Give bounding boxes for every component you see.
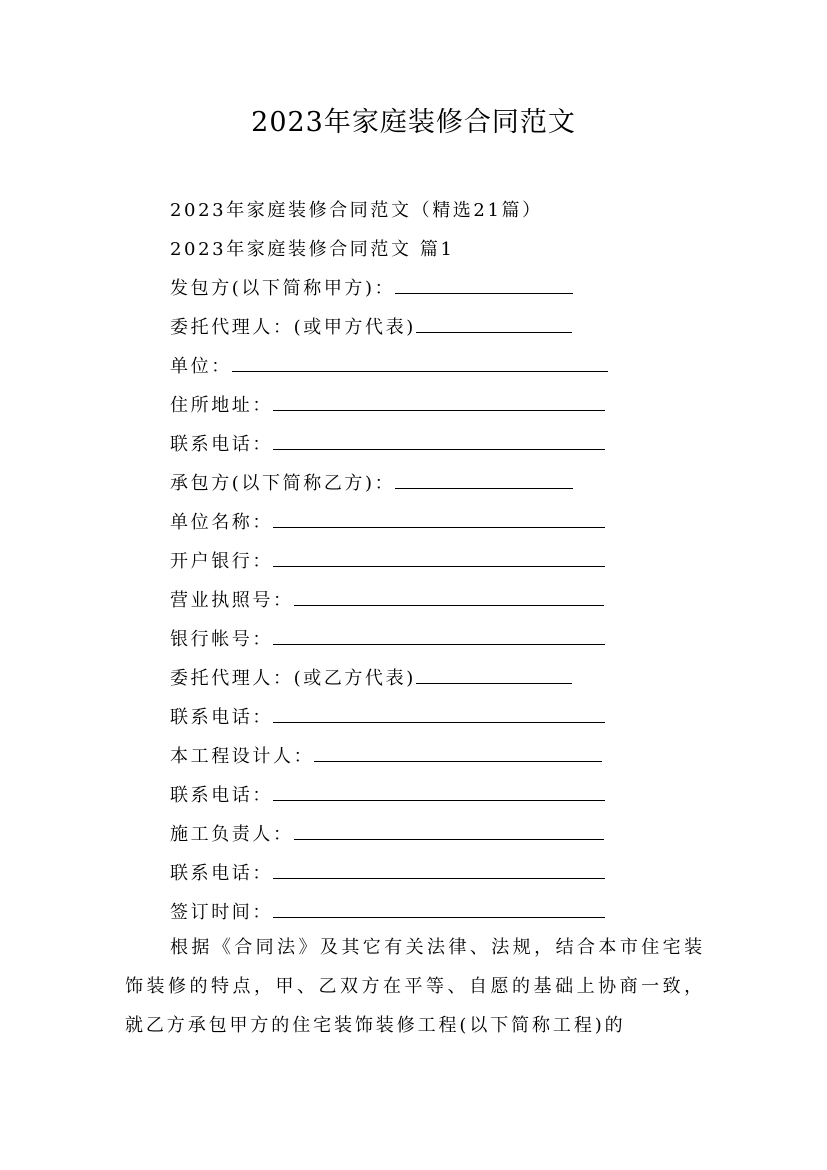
- field-designer-phone: [125, 776, 725, 815]
- field-label: 营业执照号：: [170, 590, 294, 611]
- field-label: 本工程设计人：: [170, 746, 315, 767]
- fill-in-blank: [314, 749, 602, 762]
- field-employer-unit: [125, 347, 725, 386]
- body-paragraph: 根据《合同法》及其它有关法律、法规，结合本市住宅装饰装修的特点，甲、乙双方在平等、自愿的基础上协商一致，就乙方承包甲方的住宅装饰装修工程(以下简称工程)的: [125, 937, 705, 1036]
- section-heading-text: 2023年家庭装修合同范文 篇1: [170, 239, 455, 260]
- fill-in-blank: [273, 515, 605, 528]
- field-employer-phone: [125, 425, 725, 464]
- fill-in-blank: [273, 632, 605, 645]
- fill-in-blank: [273, 437, 605, 450]
- field-label: 委托代理人：(或乙方代表): [170, 668, 416, 689]
- field-label: 承包方(以下简称乙方)：: [170, 473, 396, 494]
- field-employer: [125, 269, 725, 308]
- field-contractor-account: [125, 620, 725, 659]
- fill-in-blank: [273, 710, 605, 723]
- field-label: 银行帐号：: [170, 629, 273, 650]
- section-heading: [125, 230, 725, 269]
- field-label: 单位名称：: [170, 512, 273, 533]
- fill-in-blank: [395, 281, 573, 294]
- fill-in-blank: [273, 554, 605, 567]
- fill-in-blank: [273, 788, 605, 801]
- field-label: 开户银行：: [170, 551, 273, 572]
- field-label: 联系电话：: [170, 434, 273, 455]
- field-label: 施工负责人：: [170, 824, 294, 845]
- fill-in-blank: [294, 593, 604, 606]
- field-label: 联系电话：: [170, 707, 273, 728]
- contract-header-lines: [125, 191, 725, 932]
- field-label: 发包方(以下简称甲方)：: [170, 278, 396, 299]
- field-sign-date: [125, 893, 725, 932]
- field-contractor-phone: [125, 698, 725, 737]
- fill-in-blank: [416, 320, 572, 333]
- field-employer-agent: [125, 308, 725, 347]
- fill-in-blank: [273, 905, 605, 918]
- field-label: 委托代理人：(或甲方代表): [170, 317, 416, 338]
- fill-in-blank: [273, 866, 605, 879]
- field-contractor: [125, 464, 725, 503]
- field-label: 住所地址：: [170, 395, 273, 416]
- fill-in-blank: [232, 359, 608, 372]
- field-contractor-agent: [125, 659, 725, 698]
- field-construction-manager: [125, 815, 725, 854]
- field-designer: [125, 737, 725, 776]
- fill-in-blank: [273, 398, 605, 411]
- subtitle-text: 2023年家庭装修合同范文（精选21篇）: [170, 200, 543, 221]
- field-label: 单位：: [170, 356, 232, 377]
- subtitle: [125, 191, 725, 230]
- fill-in-blank: [294, 827, 604, 840]
- field-contractor-license: [125, 581, 725, 620]
- field-label: 签订时间：: [170, 902, 273, 923]
- field-label: 联系电话：: [170, 863, 273, 884]
- field-label: 联系电话：: [170, 785, 273, 806]
- fill-in-blank: [416, 671, 572, 684]
- fill-in-blank: [395, 476, 573, 489]
- document-title: 2023年家庭装修合同范文: [251, 107, 576, 138]
- field-contractor-unit-name: [125, 503, 725, 542]
- field-employer-address: [125, 386, 725, 425]
- field-contractor-bank: [125, 542, 725, 581]
- field-manager-phone: [125, 854, 725, 893]
